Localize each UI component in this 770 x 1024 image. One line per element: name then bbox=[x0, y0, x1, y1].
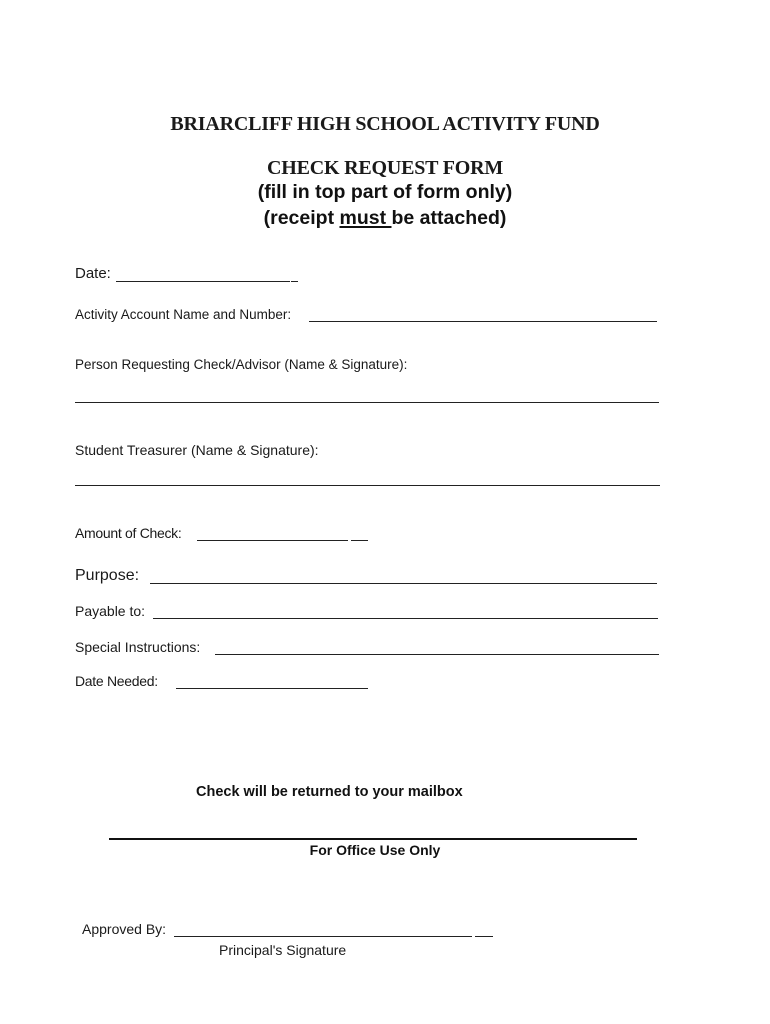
mailbox-note: Check will be returned to your mailbox bbox=[196, 784, 463, 800]
approved-by-signature-line[interactable] bbox=[174, 936, 472, 937]
special-instructions-field-line[interactable] bbox=[215, 654, 659, 655]
purpose-label: Purpose: bbox=[75, 567, 140, 584]
special-instructions-label: Special Instructions: bbox=[75, 639, 201, 655]
instruction-receipt bbox=[0, 207, 770, 230]
instruction-receipt-prefix: (receipt bbox=[263, 207, 340, 229]
person-requesting-field-line[interactable] bbox=[75, 402, 659, 403]
approved-by-signature-line-tail bbox=[475, 936, 493, 937]
office-use-only-heading: For Office Use Only bbox=[309, 842, 441, 858]
date-needed-label: Date Needed: bbox=[75, 673, 158, 689]
payable-to-label: Payable to: bbox=[75, 603, 146, 619]
instruction-receipt-suffix: be attached) bbox=[391, 207, 507, 229]
activity-account-label: Activity Account Name and Number: bbox=[75, 307, 292, 322]
approved-by-label: Approved By: bbox=[82, 921, 167, 937]
date-field-line-tail bbox=[291, 281, 298, 282]
date-label: Date: bbox=[75, 265, 111, 282]
activity-account-field-line[interactable] bbox=[309, 321, 657, 322]
student-treasurer-label: Student Treasurer (Name & Signature): bbox=[75, 442, 319, 458]
school-title: BRIARCLIFF HIGH SCHOOL ACTIVITY FUND bbox=[170, 113, 600, 135]
amount-field-line[interactable] bbox=[197, 540, 348, 541]
payable-to-field-line[interactable] bbox=[153, 618, 658, 619]
instruction-fill-top: (fill in top part of form only) bbox=[257, 181, 513, 203]
date-needed-field-line[interactable] bbox=[176, 688, 368, 689]
principal-signature-caption: Principal's Signature bbox=[219, 942, 347, 958]
student-treasurer-field-line[interactable] bbox=[75, 485, 660, 486]
person-requesting-label: Person Requesting Check/Advisor (Name & Signature): bbox=[75, 357, 408, 372]
amount-field-line-tail bbox=[351, 540, 368, 541]
form-title: CHECK REQUEST FORM bbox=[266, 157, 504, 179]
instruction-receipt-emphasis: must bbox=[339, 207, 392, 229]
amount-label: Amount of Check: bbox=[75, 525, 182, 541]
purpose-field-line[interactable] bbox=[150, 583, 657, 584]
date-field-line[interactable] bbox=[116, 281, 290, 282]
office-use-divider bbox=[109, 838, 637, 840]
